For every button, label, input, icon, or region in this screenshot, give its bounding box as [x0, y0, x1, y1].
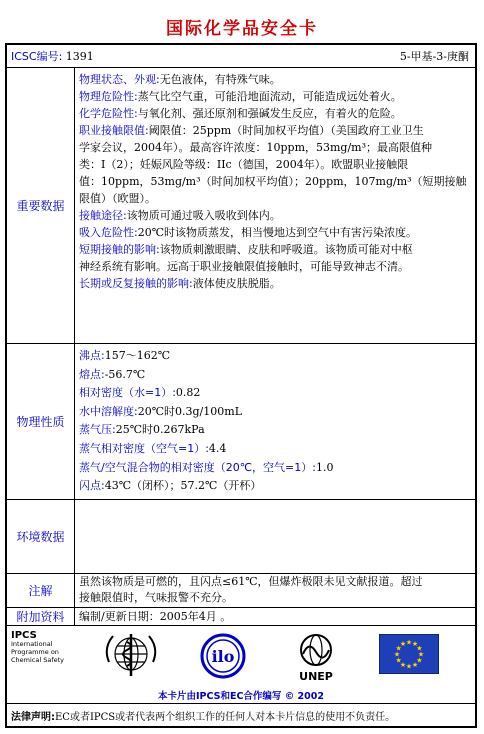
- eu-star-icon: ★: [417, 650, 425, 659]
- ipcs-block: [11, 632, 64, 664]
- property-value: 157～162℃: [104, 349, 171, 362]
- ipcs-title: IPCS: [11, 630, 37, 641]
- section-label-notes: 注解: [7, 574, 75, 607]
- exposure-limits-text: 类：I（2）；妊娠风险等级：IIc（德国，2004年）。欧盟职业接触限: [79, 158, 409, 171]
- property-line: [79, 403, 471, 422]
- icsc-label: ICSC编号:: [11, 50, 63, 63]
- eu-star-icon: ★: [411, 660, 419, 669]
- ipcs-line: International: [11, 640, 53, 648]
- legal-text: EC或者IPCS或者代表两个组织工作的任何人对本卡片信息的使用不负责任。: [55, 712, 396, 723]
- property-line: [79, 384, 471, 403]
- inhalation-hazard-text: 20℃时该物质蒸发，相当慢地达到空气中有害污染浓度。: [137, 226, 418, 239]
- property-line: [79, 366, 471, 385]
- exposure-limits-text: 阈限值：25ppm（时间加权平均值）（美国政府工业卫生: [148, 124, 424, 137]
- notes-section: [7, 573, 475, 607]
- property-heading: 闪点:: [79, 479, 105, 493]
- physical-properties-section: [7, 343, 475, 499]
- ipcs-line: Programme on: [11, 648, 59, 656]
- property-line: [79, 347, 471, 366]
- exposure-limits-text: 值：10ppm，53mg/m³（时间加权平均值）；20ppm，107mg/m³（短期接触: [79, 175, 467, 188]
- page-title: 国际化学品安全卡: [166, 19, 318, 39]
- eu-flag-icon: [379, 634, 439, 674]
- eu-star-icon: ★: [395, 656, 402, 665]
- property-line: [79, 477, 471, 496]
- property-value: 25℃时0.267kPa: [115, 423, 205, 437]
- property-heading: 蒸气相对密度（空气=1）:: [79, 441, 209, 455]
- eu-star-icon: ★: [405, 662, 413, 671]
- property-value: 1.0: [315, 460, 334, 474]
- property-heading: 水中溶解度:: [79, 404, 138, 418]
- property-line: [79, 459, 471, 478]
- unep-label: UNEP: [299, 670, 333, 683]
- physical-hazard-heading: 物理危险性:: [79, 90, 138, 103]
- long-term-effects-heading: 长期或反复接触的影响:: [79, 277, 193, 290]
- property-line: [79, 421, 471, 440]
- property-heading: 蒸气压:: [79, 423, 116, 437]
- additional-info-text: 编制/更新日期：2005年4月 。: [79, 610, 232, 623]
- exposure-route-text: 该物质可通过吸入吸收到体内。: [126, 209, 281, 222]
- long-term-effects-text: 液体使皮肤脱脂。: [192, 277, 281, 290]
- environment-data-section: [7, 499, 475, 573]
- eu-star-icon: ★: [416, 656, 423, 665]
- legal-heading: 法律声明:: [11, 712, 55, 723]
- exposure-limits-heading: 职业接触限值:: [79, 124, 149, 137]
- additional-info-section: [7, 607, 475, 625]
- short-term-effects-text: 神经系统有影响。远高于职业接触限值接触时，可能导致神志不清。: [79, 260, 409, 273]
- short-term-effects-text: 该物质刺激眼睛、皮肤和呼吸道。该物质可能对中枢: [159, 243, 413, 256]
- icsc-number: 1391: [65, 50, 94, 63]
- physical-hazard-text: 蒸气比空气重，可能沿地面流动，可能造成远处着火。: [137, 90, 402, 103]
- property-heading: 相对密度（水=1）:: [79, 386, 176, 400]
- legal-section: [7, 703, 475, 728]
- eu-star-icon: ★: [405, 638, 413, 647]
- environment-data-text: [75, 500, 475, 506]
- chemical-safety-card: [5, 43, 477, 728]
- section-label-important: 重要数据: [7, 68, 75, 343]
- who-logo-icon: [103, 632, 159, 680]
- eu-star-icon: ★: [416, 644, 423, 653]
- property-value: 43℃（闭杯）；57.2℃（开杯）: [104, 479, 262, 493]
- chemical-hazard-text: 与氧化剂、强还原剂和强碱发生反应，有着火的危险。: [137, 107, 402, 120]
- property-value: 0.82: [175, 386, 201, 400]
- notes-text: 虽然该物质是可燃的，且闪点≤61℃，但爆炸极限未见文献报道。超过: [79, 575, 423, 588]
- property-value: 20℃时0.3g/100mL: [137, 404, 242, 418]
- chemical-hazard-heading: 化学危险性:: [79, 107, 138, 120]
- svg-text:ilo: ilo: [211, 647, 235, 666]
- property-line: [79, 440, 471, 459]
- exposure-limits-text: 限值）（欧盟）。: [79, 192, 156, 205]
- physical-state-text: 无色液体，有特殊气味。: [159, 73, 281, 86]
- id-row: [7, 45, 475, 67]
- unep-logo-icon: [289, 632, 343, 684]
- property-value: -56.7℃: [104, 367, 146, 381]
- property-heading: 沸点:: [79, 349, 105, 362]
- property-heading: 熔点:: [79, 367, 105, 381]
- ilo-logo-icon: [197, 632, 249, 680]
- property-value: 4.4: [208, 441, 227, 455]
- eu-star-icon: ★: [399, 640, 407, 649]
- ipcs-line: Chemical Safety: [11, 656, 65, 664]
- exposure-route-heading: 接触途径:: [79, 209, 127, 222]
- inhalation-hazard-heading: 吸入危险性:: [79, 226, 138, 239]
- eu-star-icon: ★: [395, 644, 402, 653]
- physical-state-heading: 物理状态、外观:: [79, 73, 160, 86]
- notes-text: 接触限值时，气味报警不充分。: [79, 591, 233, 604]
- property-heading: 蒸气/空气混合物的相对密度（20℃，空气=1）:: [79, 460, 316, 474]
- chemical-name: 5-甲基-3-庚酮: [399, 50, 469, 63]
- eu-star-icon: ★: [393, 650, 401, 659]
- eu-star-icon: ★: [411, 640, 419, 649]
- cooperation-caption: 本卡片由IPCS和EC合作编写 © 2002: [157, 691, 324, 702]
- eu-star-icon: ★: [399, 660, 407, 669]
- section-label-physical: 物理性质: [7, 344, 75, 499]
- section-label-environment: 环境数据: [7, 500, 75, 573]
- section-label-additional: 附加资料: [7, 608, 75, 625]
- footer-logos: [7, 625, 475, 703]
- important-data-section: [7, 67, 475, 343]
- short-term-effects-heading: 短期接触的影响:: [79, 243, 160, 256]
- exposure-limits-text: 学家会议，2004年）。最高容许浓度：10ppm，53mg/m³；最高限值种: [79, 141, 433, 154]
